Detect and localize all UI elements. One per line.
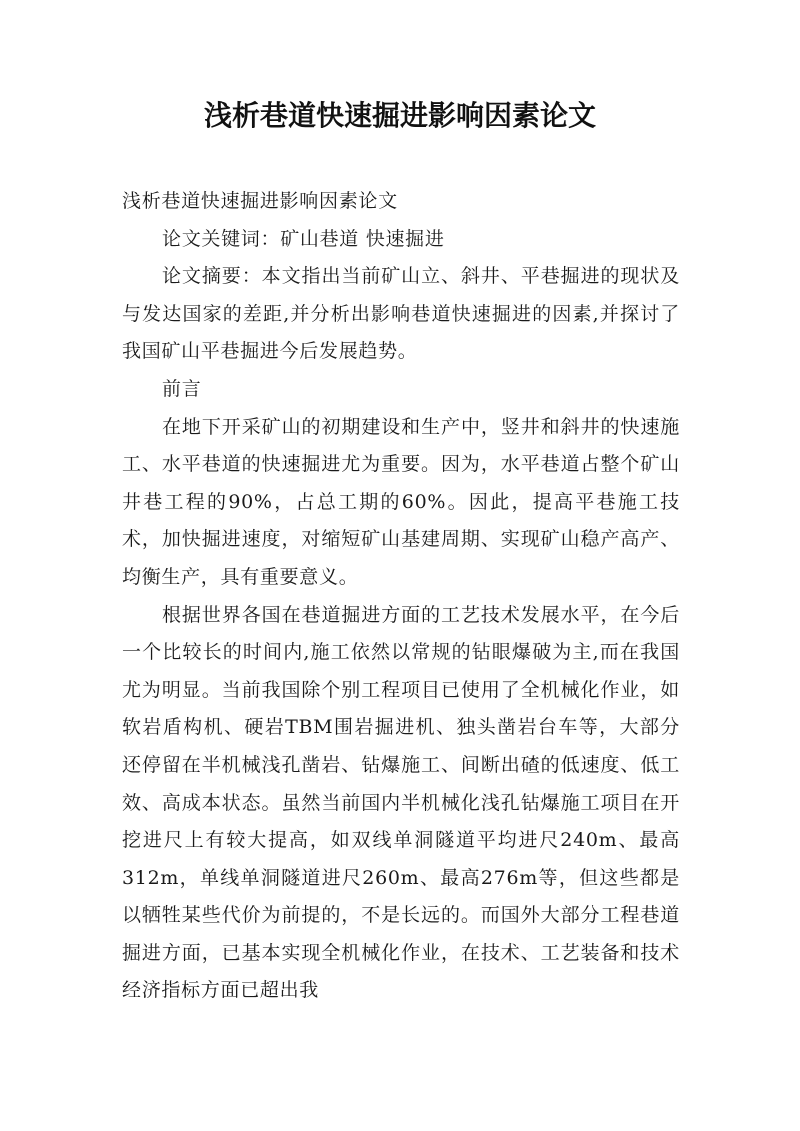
document-body <box>122 183 680 1010</box>
paragraph-body-1: 在地下开采矿山的初期建设和生产中，竖井和斜井的快速施工、水平巷道的快速掘进尤为重要。因为，水平巷道占整个矿山井巷工程的90%，占总工期的60%。因此，提高平巷施工技术，加快掘进速度，对缩短矿山基建周期、实现矿山稳产高产、均衡生产，具有重要意义。 <box>122 415 680 588</box>
paragraph-keywords: 论文关键词：矿山巷道 快速掘进 <box>162 227 445 250</box>
paragraph-preface-heading: 前言 <box>162 377 202 400</box>
document-title: 浅析巷道快速掘进影响因素论文 <box>203 99 596 132</box>
paragraph-heading: 浅析巷道快速掘进影响因素论文 <box>122 190 398 212</box>
paragraph-body-2: 根据世界各国在巷道掘进方面的工艺技术发展水平，在今后一个比较长的时间内,施工依然以常规的钻眼爆破为主,而在我国尤为明显。当前我国除个别工程项目已使用了全机械化作业，如软岩盾构机、硬岩TBM围岩掘进机、独头凿岩台车等，大部分还停留在半机械浅孔凿岩、钻爆施工、间断出碴的低速度、低工效、高成本状态。虽然当前国内半机械化浅孔钻爆施工项目在开挖进尺上有较大提高，如双线单洞隧道平均进尺240m、最高312m，单线单洞隧道进尺260m、最高276m等，但这些都是以牺牲某些代价为前提的，不是长远的。而国外大部分工程巷道掘进方面，已基本实现全机械化作业，在技术、工艺装备和技术经济指标方面已超出我 <box>122 603 680 1002</box>
paragraph-abstract: 论文摘要：本文指出当前矿山立、斜井、平巷掘进的现状及与发达国家的差距,并分析出影响巷道快速掘进的因素,并探讨了我国矿山平巷掘进今后发展趋势。 <box>122 265 680 363</box>
